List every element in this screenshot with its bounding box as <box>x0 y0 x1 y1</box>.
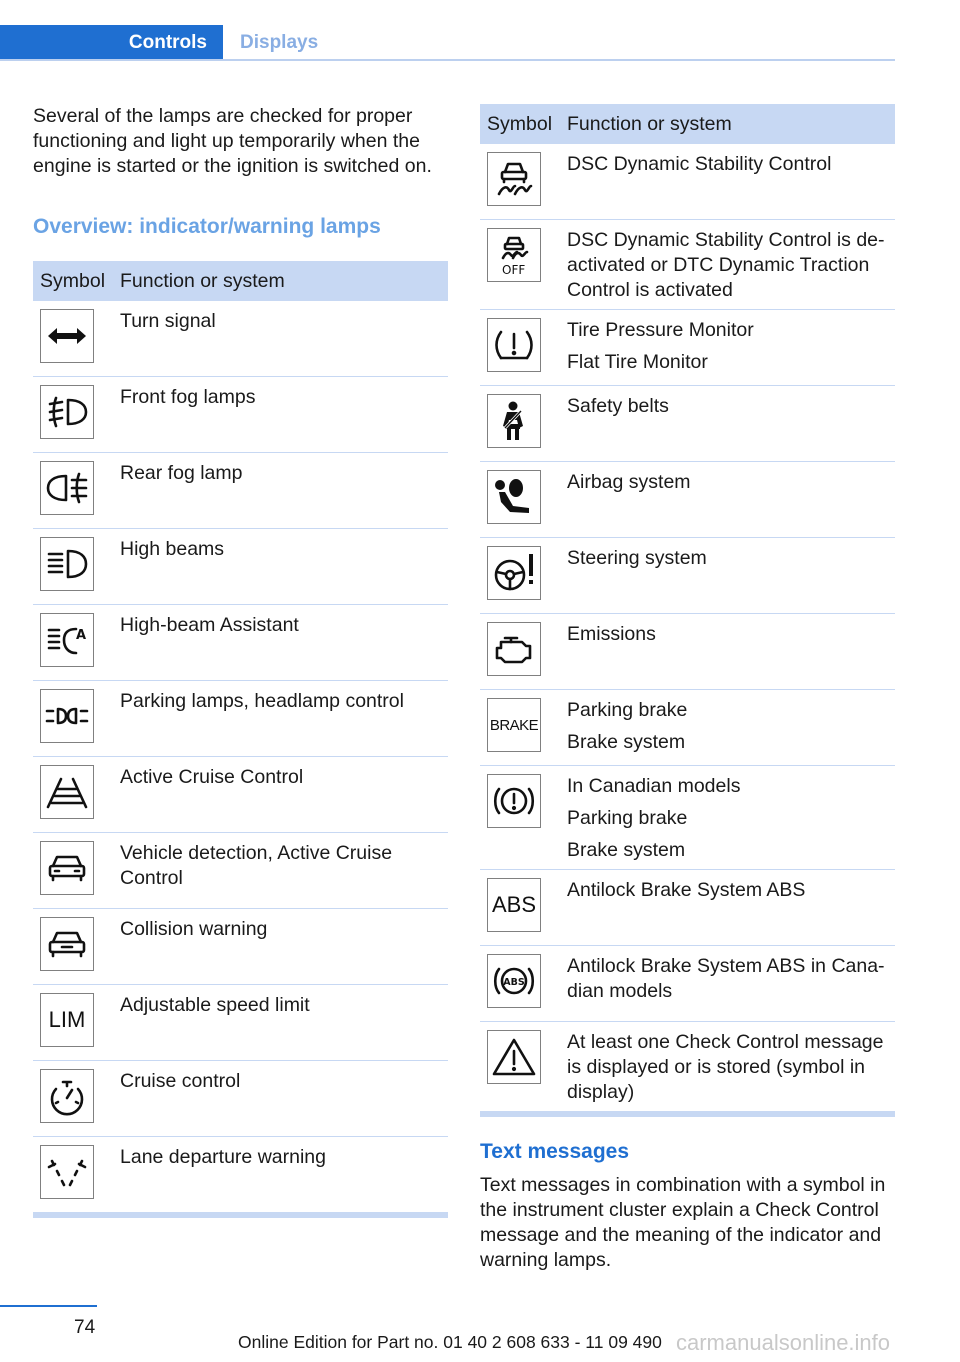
function-text: Safety belts <box>567 395 669 417</box>
cruise-control-icon <box>40 1069 94 1123</box>
warning-triangle-icon <box>487 1030 541 1084</box>
table-row <box>480 766 895 870</box>
function-cell <box>567 766 895 869</box>
function-cell <box>120 453 448 528</box>
table-row <box>33 681 448 757</box>
svg-text:ABS: ABS <box>503 977 525 988</box>
tab-controls[interactable] <box>0 25 223 61</box>
function-cell <box>567 310 895 385</box>
function-cell <box>120 833 448 908</box>
table-row <box>33 833 448 909</box>
function-cell <box>120 301 448 376</box>
function-cell <box>120 605 448 680</box>
table-header <box>480 104 895 144</box>
footer-rule <box>0 1305 97 1307</box>
function-text: Cruise control <box>120 1070 241 1092</box>
table-row <box>480 1022 895 1112</box>
symbol-cell <box>33 377 120 452</box>
symbol-cell <box>480 946 567 1021</box>
table-row <box>480 538 895 614</box>
table-row <box>33 985 448 1061</box>
symbol-cell <box>33 1061 120 1136</box>
function-text: Vehicle detection, Active Cruise Control <box>120 842 393 889</box>
function-cell <box>120 681 448 756</box>
function-cell <box>120 1061 448 1136</box>
function-cell <box>567 144 895 219</box>
symbol-cell <box>33 1137 120 1212</box>
brake-circle-icon <box>487 774 541 828</box>
front-fog-lamps-icon <box>40 385 94 439</box>
function-cell <box>120 529 448 604</box>
page-number: 74 <box>74 1317 96 1338</box>
function-column-header: Function or system <box>567 112 732 135</box>
lane-departure-icon <box>40 1145 94 1199</box>
icon-label: LIM <box>48 1007 86 1032</box>
function-text: Adjustable speed limit <box>120 994 310 1016</box>
text-messages-paragraph: Text messages in combination with a symbol in the instrument cluster explain a Check Control message and the meaning of the indicator and warning lamps. <box>480 1174 886 1271</box>
symbol-cell <box>480 690 567 765</box>
brake-text-icon <box>487 698 541 752</box>
symbol-cell <box>33 453 120 528</box>
function-cell <box>120 377 448 452</box>
function-cell <box>120 985 448 1060</box>
edition-footer: Online Edition for Part no. 01 40 2 608 633 - 11 09 490 <box>238 1332 662 1352</box>
function-text: Parking brake <box>567 699 688 721</box>
function-text: High beams <box>120 538 225 560</box>
airbag-icon <box>487 470 541 524</box>
tab-controls-label: Controls <box>128 32 207 53</box>
function-text: At least one Check Control message is displayed or is stored (symbol in display) <box>567 1031 884 1103</box>
table-row <box>480 386 895 462</box>
symbol-cell <box>33 909 120 984</box>
table-row <box>33 909 448 985</box>
table-row <box>33 377 448 453</box>
engine-emissions-icon <box>487 622 541 676</box>
table-row <box>480 462 895 538</box>
table-row <box>480 690 895 766</box>
watermark: carmanualsonline.info <box>676 1330 891 1355</box>
table-header <box>33 261 448 301</box>
function-text: DSC Dynamic Stability Control is de-activated or DTC Dynamic Traction Control is activated <box>567 229 885 301</box>
symbol-cell <box>33 681 120 756</box>
table-row <box>480 220 895 310</box>
function-cell <box>567 538 895 613</box>
table-row <box>480 614 895 690</box>
function-text: Emissions <box>567 623 656 645</box>
function-text: Brake system <box>567 839 686 861</box>
svg-text:OFF: OFF <box>502 263 526 277</box>
symbol-cell <box>480 144 567 219</box>
indicator-table-left <box>33 261 448 1218</box>
parking-lamps-icon <box>40 689 94 743</box>
table-row <box>33 453 448 529</box>
function-text: Lane departure warning <box>120 1146 326 1168</box>
symbol-cell <box>33 985 120 1060</box>
function-cell <box>567 462 895 537</box>
symbol-cell <box>480 386 567 461</box>
function-text: In Canadian models <box>567 775 741 797</box>
abs-circle-icon <box>487 954 541 1008</box>
svg-text:A: A <box>76 628 87 643</box>
function-text: Collision warning <box>120 918 268 940</box>
function-cell <box>567 1022 895 1111</box>
table-row <box>480 946 895 1022</box>
symbol-column-header: Symbol <box>40 269 106 292</box>
rear-fog-lamp-icon <box>40 461 94 515</box>
table-body <box>480 144 895 1112</box>
function-text: Active Cruise Control <box>120 766 304 788</box>
turn-signal-icon <box>40 309 94 363</box>
function-text: Steering system <box>567 547 707 569</box>
top-navigation <box>0 25 895 61</box>
icon-label: ABS <box>491 892 537 917</box>
high-beam-assistant-icon <box>40 613 94 667</box>
function-cell <box>567 386 895 461</box>
function-text: Parking lamps, headlamp control <box>120 690 404 712</box>
function-text: Brake system <box>567 731 686 753</box>
function-cell <box>567 690 895 765</box>
symbol-cell <box>33 833 120 908</box>
function-text: Antilock Brake System ABS in Cana-dian models <box>567 955 885 1002</box>
symbol-cell <box>33 529 120 604</box>
function-text: Airbag system <box>567 471 691 493</box>
table-row <box>480 310 895 386</box>
function-cell <box>567 870 895 945</box>
table-row <box>480 144 895 220</box>
symbol-cell <box>480 310 567 385</box>
icon-label: BRAKE <box>489 716 539 734</box>
symbol-cell <box>480 538 567 613</box>
overview-heading: Overview: indicator/warning lamps <box>33 215 381 238</box>
symbol-cell <box>480 462 567 537</box>
function-cell <box>567 614 895 689</box>
high-beams-icon <box>40 537 94 591</box>
function-text: Flat Tire Monitor <box>567 351 708 373</box>
table-end-bar <box>33 1213 448 1218</box>
function-column-header: Function or system <box>120 269 285 292</box>
symbol-cell <box>33 605 120 680</box>
dsc-icon <box>487 152 541 206</box>
header-rule <box>0 59 895 61</box>
function-cell <box>120 757 448 832</box>
tab-displays[interactable]: Displays <box>240 32 319 53</box>
symbol-cell <box>480 766 567 869</box>
symbol-cell <box>480 220 567 309</box>
function-cell <box>120 1137 448 1212</box>
function-cell <box>567 946 895 1021</box>
symbol-cell <box>480 614 567 689</box>
function-cell <box>567 220 895 309</box>
active-cruise-control-icon <box>40 765 94 819</box>
dsc-off-icon <box>487 228 541 282</box>
table-body <box>33 301 448 1213</box>
table-row <box>33 1137 448 1213</box>
table-row <box>33 605 448 681</box>
function-text: Parking brake <box>567 807 688 829</box>
function-text: DSC Dynamic Stability Control <box>567 153 832 175</box>
table-row <box>480 870 895 946</box>
symbol-column-header: Symbol <box>487 112 553 135</box>
vehicle-detection-icon <box>40 841 94 895</box>
text-messages-heading: Text messages <box>480 1140 630 1163</box>
tire-pressure-icon <box>487 318 541 372</box>
intro-paragraph: Several of the lamps are checked for proper functioning and light up temporarily when the engine is started or the ignition is switched on. <box>33 105 432 177</box>
function-text: Front fog lamps <box>120 386 256 408</box>
function-text: Rear fog lamp <box>120 462 243 484</box>
function-text: Turn signal <box>120 310 216 332</box>
function-text: Tire Pressure Monitor <box>567 319 754 341</box>
abs-text-icon <box>487 878 541 932</box>
symbol-cell <box>33 301 120 376</box>
symbol-cell <box>33 757 120 832</box>
table-row <box>33 757 448 833</box>
indicator-table-right <box>480 104 895 1117</box>
symbol-cell <box>480 870 567 945</box>
speed-limit-icon <box>40 993 94 1047</box>
function-text: High-beam Assistant <box>120 614 299 636</box>
table-end-bar <box>480 1112 895 1117</box>
table-row <box>33 1061 448 1137</box>
symbol-cell <box>480 1022 567 1111</box>
table-row <box>33 529 448 605</box>
collision-warning-icon <box>40 917 94 971</box>
function-cell <box>120 909 448 984</box>
table-row <box>33 301 448 377</box>
safety-belt-icon <box>487 394 541 448</box>
function-text: Antilock Brake System ABS <box>567 879 806 901</box>
steering-warning-icon <box>487 546 541 600</box>
